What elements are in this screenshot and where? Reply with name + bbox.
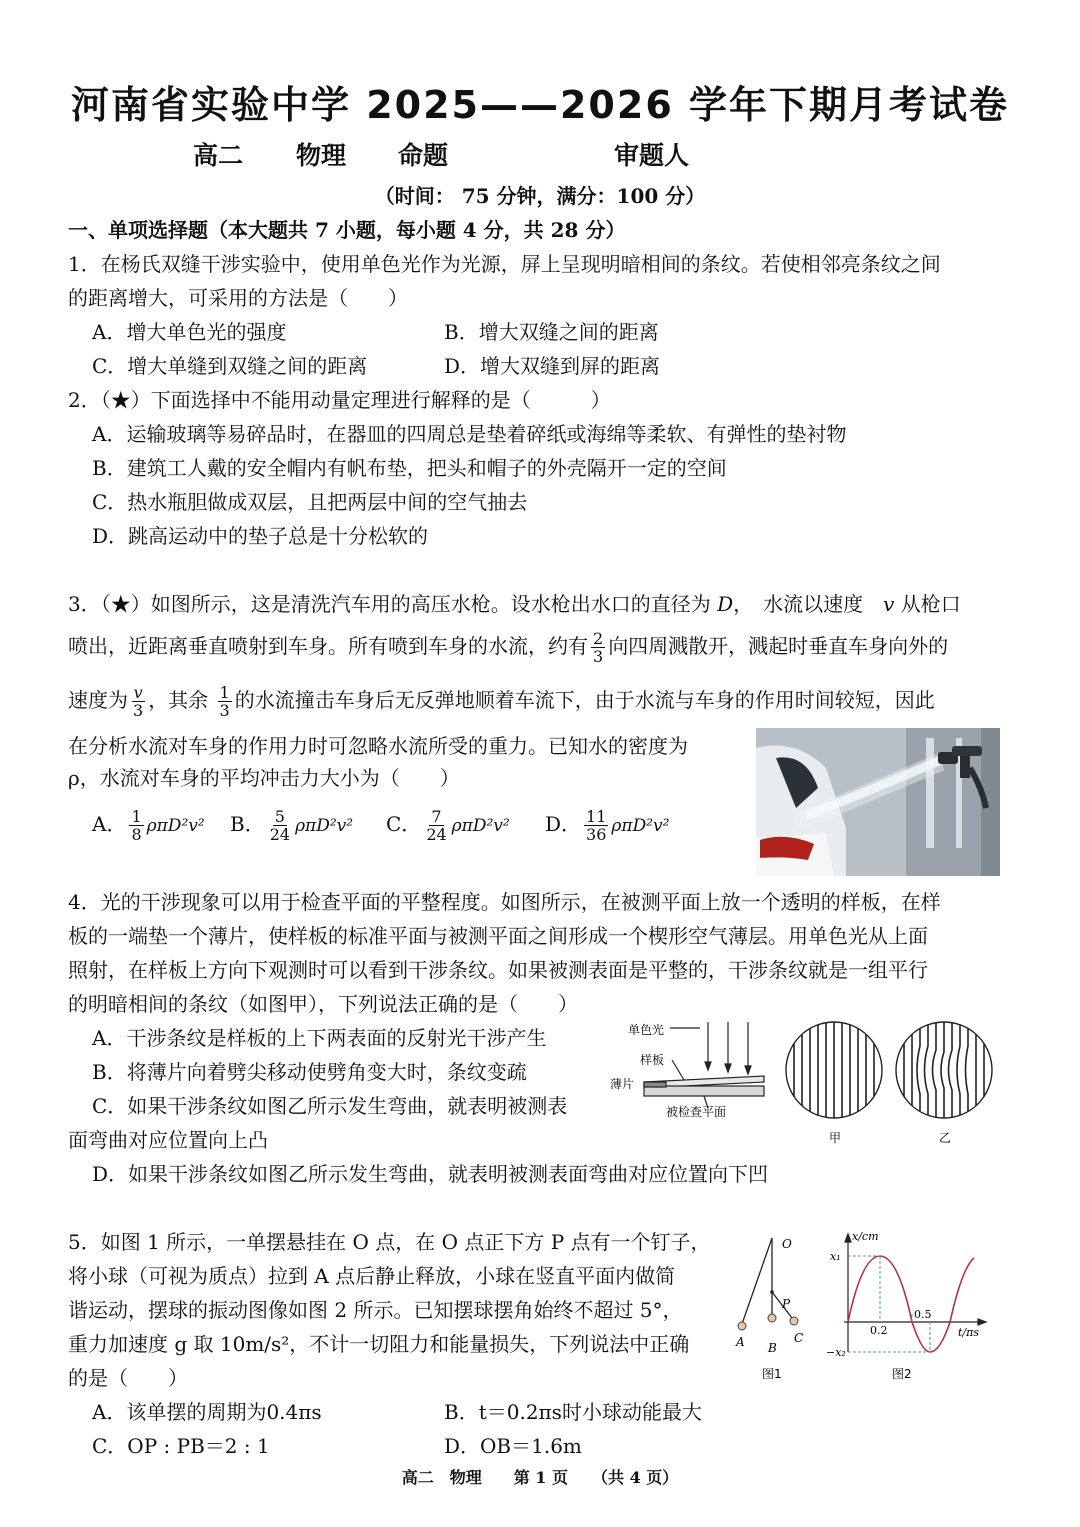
pendulum-diagram xyxy=(732,1228,816,1384)
numerator: v xyxy=(133,683,143,702)
q4-line2: 板的一端垫一个薄片，使样板的标准平面与被测平面之间形成一个楔形空气薄层。用单色光从上面 xyxy=(68,924,928,948)
numerator: 5 xyxy=(274,807,285,826)
q4-line1: 4．光的干涉现象可以用于检查平面的平整程度。如图所示，在被测平面上放一个透明的样板，在样 xyxy=(68,890,941,914)
x-axis-label: t/πs xyxy=(958,1326,980,1339)
q3-text: 向四周溅散开，溅起时垂直车身向外的 xyxy=(608,634,949,658)
q3-text: ，其余 xyxy=(148,688,215,712)
fraction-1-3 xyxy=(218,684,232,719)
q5-line5: 的是（ ） xyxy=(68,1366,188,1390)
nail-p xyxy=(770,1290,774,1294)
option-label: B． xyxy=(230,812,265,836)
y-axis-label: x/cm xyxy=(852,1230,879,1243)
q5-option-a: A．该单摆的周期为0.4πs xyxy=(92,1400,322,1424)
q5-line3: 谐运动，摆球的振动图像如图 2 所示。已知摆球摆角始终不超过 5°， xyxy=(68,1298,683,1322)
numerator: 1 xyxy=(131,807,142,826)
fig-label-plate: 样板 xyxy=(640,1053,665,1067)
fraction xyxy=(424,808,448,843)
x1-label: x₁ xyxy=(830,1250,841,1263)
denominator: 8 xyxy=(131,825,142,844)
subject-label: 物理 xyxy=(296,141,347,170)
formula: ρπD²v² xyxy=(611,816,670,836)
option-label: C． xyxy=(386,812,422,836)
q5-line2: 将小球（可视为质点）拉到 A 点后静止释放，小球在竖直平面内做简 xyxy=(68,1264,676,1288)
q4-line4: 的明暗相间的条纹（如图甲），下列说法正确的是（ ） xyxy=(68,992,578,1016)
q3-line4: 在分析水流对车身的作用力时可忽略水流所受的重力。已知水的密度为 xyxy=(68,734,688,758)
q4-option-c-line2: 面弯曲对应位置向上凸 xyxy=(68,1128,268,1152)
denominator: 3 xyxy=(219,701,230,720)
ball-c xyxy=(790,1317,798,1325)
q3-line5: ρ，水流对车身的平均冲击力大小为（ ） xyxy=(68,766,460,790)
fig-label-yi: 乙 xyxy=(939,1131,952,1145)
q2-option-b: B．建筑工人戴的安全帽内有帆布垫，把头和帽子的外壳隔开一定的空间 xyxy=(92,456,727,480)
wedge-interference-diagram xyxy=(604,1016,780,1126)
label-o: O xyxy=(782,1237,792,1251)
fig-label-jia: 甲 xyxy=(829,1131,842,1145)
grade-label: 高二 xyxy=(193,141,244,170)
fig-label-light: 单色光 xyxy=(628,1023,665,1037)
q3-text: 从枪口 xyxy=(894,592,961,616)
q5-line1: 5．如图 1 所示，一单摆悬挂在 O 点，在 O 点正下方 P 点有一个钉子， xyxy=(68,1230,711,1254)
formula: ρπD²v² xyxy=(295,816,354,836)
q3-var-v: v xyxy=(883,592,895,616)
numerator: 7 xyxy=(431,807,442,826)
label-c: C xyxy=(794,1331,804,1345)
numerator: 1 xyxy=(219,683,230,702)
q3-option-c xyxy=(386,808,510,843)
proposer-label: 命题 xyxy=(398,141,449,170)
section-heading: 一、单项选择题（本大题共 7 小题，每小题 4 分，共 28 分） xyxy=(68,218,626,242)
q3-line1 xyxy=(68,590,961,618)
q3-text: 的水流撞击车身后无反弹地顺着车流下，由于水流与车身的作用时间较短，因此 xyxy=(234,688,935,712)
fig-label-shim: 薄片 xyxy=(610,1077,635,1091)
q4-option-b: B．将薄片向着劈尖移动使劈角变大时，条纹变疏 xyxy=(92,1060,527,1084)
exam-title: 河南省实验中学 2025——2026 学年下期月考试卷 xyxy=(71,83,1009,127)
formula: ρπD²v² xyxy=(146,816,205,836)
q5-option-b: B．t＝0.2πs时小球动能最大 xyxy=(444,1400,702,1424)
fig2-caption: 图2 xyxy=(892,1367,912,1381)
fringe-pattern-jia xyxy=(784,1016,888,1146)
q3-option-b xyxy=(230,808,353,843)
q3-line3 xyxy=(68,684,935,719)
denominator: 24 xyxy=(269,825,291,844)
option-label: A． xyxy=(92,812,127,836)
q3-text: 3．（★）如图所示，这是清洗汽车用的高压水枪。设水枪出水口的直径为 xyxy=(68,592,718,616)
ball-a xyxy=(738,1322,746,1330)
q5-option-d: D．OB＝1.6m xyxy=(444,1434,582,1458)
denominator: 3 xyxy=(593,647,604,666)
fraction xyxy=(129,808,143,843)
q2-stem: 2．（★）下面选择中不能用动量定理进行解释的是（ ） xyxy=(68,388,611,412)
q1-option-c: C．增大单缝到双缝之间的距离 xyxy=(92,354,368,378)
q3-option-d xyxy=(545,808,669,843)
curve xyxy=(848,1256,974,1352)
q3-text: 喷出，近距离垂直喷射到车身。所有喷到车身的水流，约有 xyxy=(68,634,588,658)
fig1-caption: 图1 xyxy=(762,1367,782,1381)
fraction-2-3 xyxy=(591,630,605,665)
q2-option-a: A．运输玻璃等易碎品时，在器皿的四周总是垫着碎纸或海绵等柔软、有弹性的垫衬物 xyxy=(92,422,847,446)
time-info: （时间： 75 分钟，满分：100 分） xyxy=(374,184,706,208)
q4-option-c-line1: C．如果干涉条纹如图乙所示发生弯曲，就表明被测表 xyxy=(92,1094,568,1118)
car-wash-photo xyxy=(756,728,1000,876)
q1-option-a: A．增大单色光的强度 xyxy=(92,320,287,344)
denominator: 36 xyxy=(586,825,607,844)
fraction xyxy=(268,808,292,843)
ball-b xyxy=(768,1314,776,1322)
q1-option-b: B．增大双缝之间的距离 xyxy=(444,320,659,344)
label-p: P xyxy=(782,1297,791,1311)
q3-option-a xyxy=(92,808,205,843)
denominator: 3 xyxy=(133,701,144,720)
q4-line3: 照射，在样板上方向下观测时可以看到干涉条纹。如果被测表面是平整的，干涉条纹就是一组平行 xyxy=(68,958,928,982)
vibration-graph xyxy=(826,1228,994,1384)
denominator: 24 xyxy=(426,825,447,844)
fraction-v-3 xyxy=(131,684,145,719)
tick-0-2: 0.2 xyxy=(870,1324,888,1337)
q1-stem-line2: 的距离增大，可采用的方法是（ ） xyxy=(68,286,408,310)
q5-line4: 重力加速度 g 取 10m/s²，不计一切阻力和能量损失，下列说法中正确 xyxy=(68,1332,690,1356)
q2-option-c: C．热水瓶胆做成双层，且把两层中间的空气抽去 xyxy=(92,490,528,514)
x2-label: −x₂ xyxy=(826,1346,846,1359)
fringe-pattern-yi xyxy=(894,1016,998,1146)
q3-line2 xyxy=(68,630,948,665)
q1-stem-line1: 1．在杨氏双缝干涉实验中，使用单色光作为光源，屏上呈现明暗相间的条纹。若使相邻亮条纹之间 xyxy=(68,252,941,276)
option-label: D． xyxy=(545,812,582,836)
q5-option-c: C．OP : PB＝2 : 1 xyxy=(92,1434,270,1458)
reviewer-label: 审题人 xyxy=(614,141,690,170)
q1-option-d: D．增大双缝到屏的距离 xyxy=(444,354,661,378)
tick-0-5: 0.5 xyxy=(914,1308,932,1321)
q3-text: 速度为 xyxy=(68,688,128,712)
q3-text: ， 水流以速度 xyxy=(733,592,884,616)
q4-option-d: D．如果干涉条纹如图乙所示发生弯曲，就表明被测表面弯曲对应位置向下凹 xyxy=(92,1162,769,1186)
q3-var-d: D xyxy=(717,592,734,616)
numerator: 2 xyxy=(593,629,604,648)
q2-option-d: D．跳高运动中的垫子总是十分松软的 xyxy=(92,524,429,548)
numerator: 11 xyxy=(586,807,607,826)
q4-option-a: A．干涉条纹是样板的上下两表面的反射光干涉产生 xyxy=(92,1026,547,1050)
label-b: B xyxy=(768,1341,777,1355)
label-a: A xyxy=(736,1335,745,1349)
fraction xyxy=(584,808,608,843)
formula: ρπD²v² xyxy=(451,816,510,836)
car-wash-illustration xyxy=(756,728,1000,876)
page-footer: 高二 物理 第 1 页 （共 4 页） xyxy=(401,1468,679,1487)
fig-label-surface: 被检查平面 xyxy=(666,1105,727,1119)
